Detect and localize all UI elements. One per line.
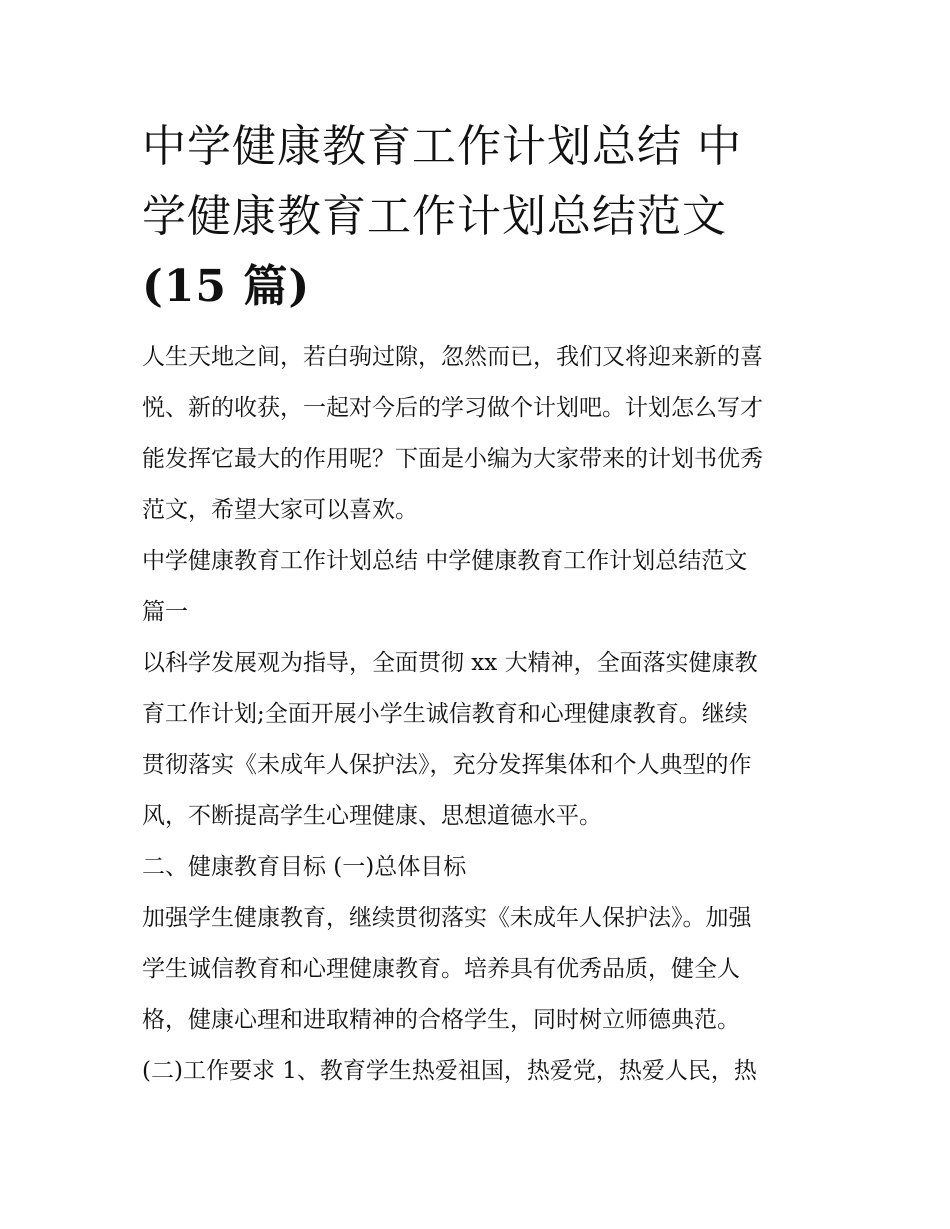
document-body: [142, 332, 818, 1097]
text-line: 悦、新的收获，一起对今后的学习做个计划吧。计划怎么写才: [142, 395, 763, 421]
section-heading: [142, 536, 818, 638]
text-line: 人生天地之间，若白驹过隙，忽然而已，我们又将迎来新的喜: [142, 344, 763, 370]
title-line: 中学健康教育工作计划总结 中: [142, 121, 742, 172]
text-line: (二)工作要求 1、教育学生热爱祖国，热爱党，热爱人民，热: [142, 1058, 757, 1084]
text-line: 范文，希望大家可以喜欢。: [142, 497, 418, 523]
text-line: 中学健康教育工作计划总结 中学健康教育工作计划总结范文: [142, 548, 748, 574]
text-line: 篇一: [142, 599, 188, 625]
text-line: 能发挥它最大的作用呢？下面是小编为大家带来的计划书优秀: [142, 446, 763, 472]
text-line: 二、健康教育目标 (一)总体目标: [142, 854, 467, 880]
guideline-paragraph: [142, 638, 818, 842]
text-line: 以科学发展观为指导，全面贯彻 xx 大精神，全面落实健康教: [142, 650, 758, 676]
document-title: [142, 112, 818, 322]
text-line: 风，不断提高学生心理健康、思想道德水平。: [142, 803, 602, 829]
text-line: 格，健康心理和进取精神的合格学生，同时树立师德典范。: [142, 1007, 740, 1033]
goals-heading: [142, 842, 818, 893]
text-line: 加强学生健康教育，继续贯彻落实《未成年人保护法》。加强: [142, 905, 752, 931]
document-page: [142, 112, 818, 1097]
goals-paragraph: [142, 893, 818, 1046]
text-line: 贯彻落实《未成年人保护法》，充分发挥集体和个人典型的作: [142, 752, 752, 778]
text-line: 育工作计划;全面开展小学生诚信教育和心理健康教育。继续: [142, 701, 748, 727]
title-line: 学健康教育工作计划总结范文: [142, 191, 727, 242]
requirements-paragraph: [142, 1046, 818, 1097]
intro-paragraph: [142, 332, 818, 536]
text-line: 学生诚信教育和心理健康教育。培养具有优秀品质，健全人: [142, 956, 740, 982]
title-line: (15 篇): [142, 261, 311, 312]
